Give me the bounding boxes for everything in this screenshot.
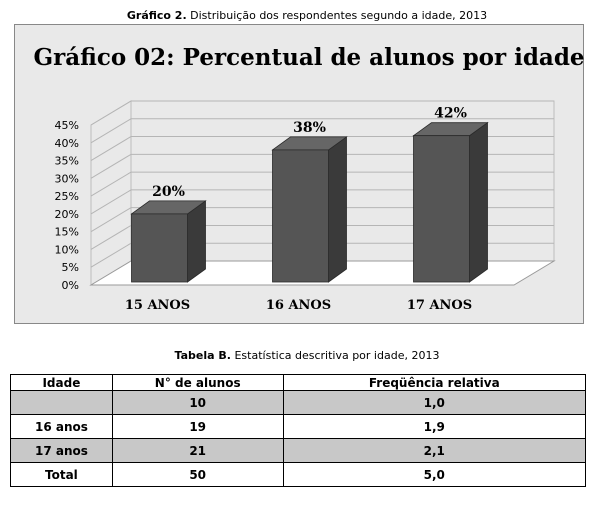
table-caption-text: Estatística descritiva por idade, 2013 [234, 349, 440, 362]
figure-caption-label: Gráfico 2. [126, 9, 187, 22]
table-cell [11, 391, 113, 415]
chart-area [14, 24, 584, 324]
bar-chart [15, 25, 585, 325]
y-tick-label: 45% [54, 119, 79, 132]
table-cell: 21 [112, 439, 283, 463]
y-tick-label: 30% [54, 172, 79, 186]
table-header-cell: N° de alunos [112, 375, 283, 391]
data-label: 38% [293, 119, 326, 136]
table-cell: 2,1 [283, 439, 585, 463]
y-tick-label: 20% [54, 207, 79, 221]
bar-side [329, 137, 347, 282]
table-cell: 16 anos [11, 415, 113, 439]
table-caption [0, 349, 614, 362]
table-row [11, 463, 586, 487]
y-tick-label: 15% [54, 225, 79, 239]
table-cell: 50 [112, 463, 283, 487]
figure-caption-text: Distribuição dos respondentes segundo a idade, 2013 [190, 9, 488, 22]
bar [132, 214, 188, 282]
table-header-row [11, 375, 586, 391]
data-label: 42% [434, 105, 467, 122]
y-tick-label: 25% [54, 190, 79, 204]
figure-caption [0, 9, 614, 22]
bar [414, 136, 470, 282]
table-cell: Total [11, 463, 113, 487]
bar-side [188, 201, 206, 282]
bar [273, 150, 329, 282]
table-row [11, 439, 586, 463]
table-cell: 1,0 [283, 391, 585, 415]
stats-table [10, 374, 586, 487]
table-header-cell: Freqüência relativa [283, 375, 585, 391]
y-tick-label: 0% [61, 279, 79, 292]
bar-side [470, 123, 488, 282]
table-cell: 19 [112, 415, 283, 439]
y-tick-label: 35% [54, 154, 79, 168]
table-cell: 5,0 [283, 463, 585, 487]
x-tick-label: 17 ANOS [406, 298, 473, 313]
table-cell: 10 [112, 391, 283, 415]
table-cell: 17 anos [11, 439, 113, 463]
x-tick-label: 15 ANOS [124, 298, 191, 313]
chart-title: Gráfico 02: Percentual de alunos por idade [33, 44, 585, 71]
table-row [11, 415, 586, 439]
data-label: 20% [152, 183, 185, 200]
table-caption-label: Tabela B. [174, 349, 231, 362]
y-tick-label: 10% [54, 243, 79, 257]
table-cell: 1,9 [283, 415, 585, 439]
y-tick-label: 40% [54, 136, 79, 150]
table-header-cell: Idade [11, 375, 113, 391]
x-tick-label: 16 ANOS [265, 298, 332, 313]
y-tick-label: 5% [61, 261, 79, 275]
table-row [11, 391, 586, 415]
